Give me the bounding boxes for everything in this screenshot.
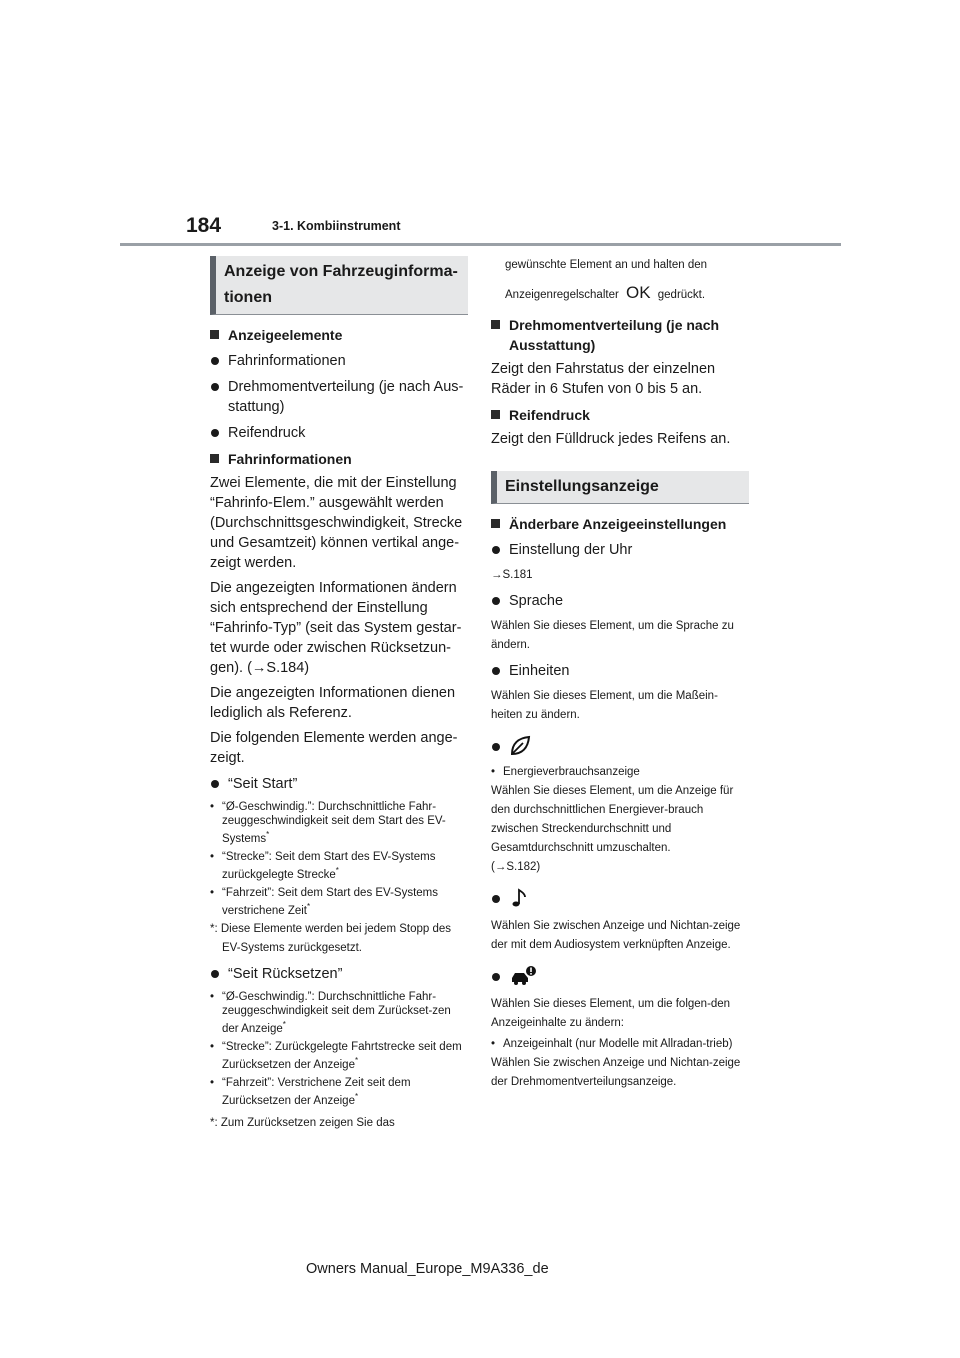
ok-button-icon: OK xyxy=(626,283,651,302)
continued-text xyxy=(505,283,749,305)
sub-item xyxy=(210,800,468,846)
right-column xyxy=(491,256,749,1092)
list-item-audio xyxy=(491,887,749,911)
paragraph: Wählen Sie zwischen Anzeige und Nichtan-zeige der mit dem Audiosystem verknüpften Anzeige. xyxy=(491,920,741,951)
subheading-reifendruck: Reifendruck xyxy=(491,405,749,425)
page-number: 184 xyxy=(186,214,222,237)
sub-item xyxy=(210,990,468,1036)
header-rule xyxy=(120,243,841,246)
paragraph: Zeigt den Fahrstatus der einzelnen Räder in 6 Stufen von 0 bis 5 an. xyxy=(491,361,716,397)
sub-item-text: “Fahrzeit”: Seit dem Start des EV-Systems verstrichene Zeit xyxy=(222,886,439,917)
sub-item-text: “Strecke”: Zurückgelegte Fahrtstrecke seit dem Zurücksetzen der Anzeige xyxy=(222,1041,462,1072)
chapter-title: 3-1. Kombiinstrument xyxy=(272,219,401,233)
list-item: Sprache xyxy=(491,591,749,611)
subheading-drehmoment: Drehmomentverteilung (je nach Ausstattung) xyxy=(491,315,749,355)
section-heading-einstellungsanzeige: Einstellungsanzeige xyxy=(491,471,749,504)
list-item: Einheiten xyxy=(491,661,749,681)
footer: Owners Manual_Europe_M9A336_de xyxy=(306,1261,549,1277)
paragraph: Die angezeigten Informationen ändern sich entsprechend der Einstellung “Fahrinfo-Typ” (seit das System gestar-tet wurde oder zwischen Rücksetzun-gen). (→S.184) xyxy=(210,580,462,676)
sub-item xyxy=(210,1076,468,1108)
sub-item-text: “Fahrzeit”: Verstrichene Zeit seit dem Zurücksetzen der Anzeige xyxy=(222,1077,411,1107)
note-text: Diese Elemente werden bei jedem Stopp des EV-Systems zurückgesetzt. xyxy=(220,923,452,955)
left-column xyxy=(210,256,468,1137)
list-item-vehicle xyxy=(491,965,749,989)
paragraph: Wählen Sie dieses Element, um die Anzeige für den durchschnittlichen Energiever-brauch zwischen Streckendurchschnitt und Gesamtdurchschnitt umzuschalten. xyxy=(491,785,734,854)
leaf-icon xyxy=(509,735,531,757)
list-item-eco xyxy=(491,735,749,759)
sub-item-text: “Ø-Geschwindig.”: Durchschnittliche Fahr-zeuggeschwindigkeit seit dem Start des EV-Systems xyxy=(222,801,446,845)
list-item-seit-ruecksetzen: “Seit Rücksetzen” xyxy=(210,964,468,984)
music-note-icon xyxy=(509,887,531,909)
list-item-seit-start: “Seit Start” xyxy=(210,774,468,794)
sub-item xyxy=(210,1040,468,1072)
asterisk: * xyxy=(354,1056,359,1066)
asterisk: * xyxy=(335,865,339,875)
subheading-anzeigeelemente: Anzeigeelemente xyxy=(210,325,468,345)
footnote xyxy=(210,1114,468,1133)
footnote xyxy=(210,920,468,958)
paragraph: Wählen Sie dieses Element, um die Sprache zu ändern. xyxy=(491,620,734,651)
sub-item-text: “Ø-Geschwindig.”: Durchschnittliche Fahr-zeuggeschwindigkeit seit dem Zurückset-zen der Anzeige xyxy=(222,991,451,1036)
page-reference: (→S.182) xyxy=(491,861,541,873)
continued-text-b: gedrückt. xyxy=(657,289,706,301)
section-heading-fahrzeuginfo: Anzeige von Fahrzeuginforma-tionen xyxy=(210,256,468,315)
paragraph: Zeigt den Fülldruck jedes Reifens an. xyxy=(491,431,731,447)
note-mark: *: xyxy=(210,1116,218,1129)
paragraph: Die folgenden Elemente werden ange-zeigt. xyxy=(210,730,458,766)
note-text: Zum Zurücksetzen zeigen Sie das xyxy=(220,1116,395,1129)
list-item: Reifendruck xyxy=(210,423,468,443)
subheading-fahrinformationen: Fahrinformationen xyxy=(210,449,468,469)
sub-item xyxy=(210,850,468,882)
paragraph: Die angezeigten Informationen dienen lediglich als Referenz. xyxy=(210,685,456,721)
asterisk: * xyxy=(307,901,311,911)
sub-item-text: “Strecke”: Seit dem Start des EV-Systems zurückgelegte Strecke xyxy=(222,850,436,881)
list-item: Einstellung der Uhr xyxy=(491,540,749,560)
asterisk: * xyxy=(266,830,270,839)
continued-text-a: Anzeigenregelschalter xyxy=(505,289,619,301)
car-info-icon xyxy=(509,965,537,989)
asterisk: * xyxy=(354,1092,359,1102)
paragraph: Wählen Sie dieses Element, um die folgen-den Anzeigeinhalte zu ändern: xyxy=(491,998,731,1029)
paragraph: Wählen Sie zwischen Anzeige und Nichtan-zeige der Drehmomentverteilungsanzeige. xyxy=(491,1057,741,1088)
subheading-aenderbar: Änderbare Anzeigeeinstellungen xyxy=(491,514,749,534)
paragraph: Wählen Sie dieses Element, um die Maßein-heiten zu ändern. xyxy=(491,690,718,721)
list-item: Drehmomentverteilung (je nach Aus-stattung) xyxy=(210,377,468,417)
note-mark: *: xyxy=(210,923,218,936)
continued-text: gewünschte Element an und halten den xyxy=(505,259,708,271)
paragraph: Zwei Elemente, die mit der Einstellung “Fahrinfo-Elem.” ausgewählt werden (Durchschnittsgeschwindigkeit, Strecke und Gesamtzeit) können vertikal ange-zeigt werden. xyxy=(210,475,463,571)
asterisk: * xyxy=(282,1020,286,1030)
sub-item: • Energieverbrauchsanzeige xyxy=(491,765,749,779)
list-item: Fahrinformationen xyxy=(210,351,468,371)
sub-item: • Anzeigeinhalt (nur Modelle mit Allradan-trieb) xyxy=(491,1037,749,1051)
page-reference: →S.181 xyxy=(491,569,533,581)
sub-item xyxy=(210,886,468,918)
